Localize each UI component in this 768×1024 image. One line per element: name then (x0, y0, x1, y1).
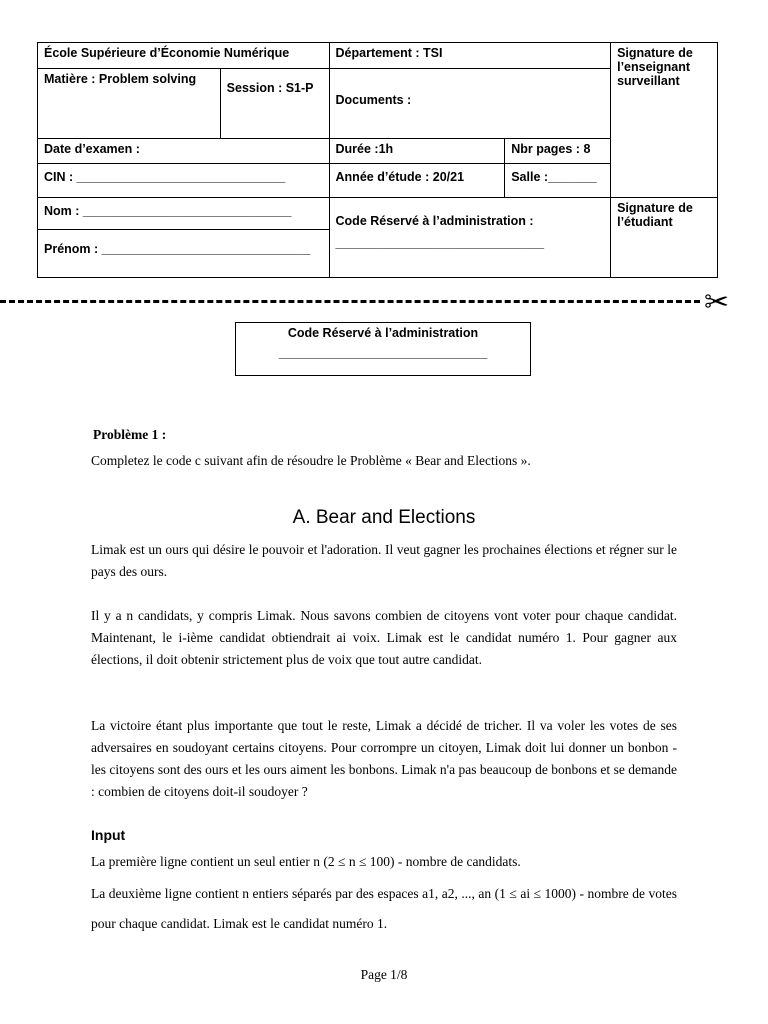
paragraph-1: Limak est un ours qui désire le pouvoir et l'adoration. Il veut gagner les prochaines élections et régner sur le pays des ours. (91, 542, 677, 579)
problem-heading: A. Bear and Elections (292, 507, 476, 528)
input-line-1: La première ligne contient un seul entier n (2 ≤ n ≤ 100) - nombre de candidats. (91, 854, 521, 869)
nom-field: Nom : ______________________________ (38, 198, 330, 230)
problem-intro: Completez le code c suivant afin de résoudre le Problème « Bear and Elections ». (91, 453, 531, 468)
admin-code-box (235, 322, 531, 376)
department: Département : TSI (329, 43, 611, 69)
page-count: Nbr pages : 8 (505, 139, 611, 164)
scissors-icon: ✂ (704, 285, 730, 320)
session: Session : S1-P (220, 69, 329, 139)
room-field: Salle :_______ (505, 164, 611, 198)
cin-field: CIN : ______________________________ (38, 164, 330, 198)
school-name: École Supérieure d’Économie Numérique (38, 43, 330, 69)
admin-code-line: ______________________________ (335, 236, 545, 250)
student-signature-label: Signature de l’étudiant (611, 198, 718, 278)
input-heading: Input (91, 827, 126, 843)
prenom-field: Prénom : ______________________________ (38, 230, 330, 278)
documents-label: Documents : (329, 69, 611, 139)
admin-code-label: Code Réservé à l’administration : (335, 214, 534, 228)
admin-box-line: ______________________________ (278, 346, 488, 360)
study-year: Année d’étude : 20/21 (329, 164, 505, 198)
exam-header-table (37, 42, 718, 278)
teacher-signature-label: Signature de l’enseignant surveillant (611, 43, 718, 198)
paragraph-2: Il y a n candidats, y compris Limak. Nous savons combien de citoyens vont voter pour chaque candidat. Maintenant, le i-ième candidat obtiendrait ai voix. Limak est le candidat numéro 1. Pour gagner aux élections, il doit obtenir strictement plus de voix que tout autre candidat. (91, 608, 677, 667)
duration: Durée :1h (329, 139, 505, 164)
admin-box-title: Code Réservé à l’administration (287, 326, 479, 340)
exam-date-label: Date d’examen : (38, 139, 330, 164)
problem-title: Problème 1 : (93, 427, 167, 442)
subject: Matière : Problem solving (38, 69, 221, 139)
page-number: Page 1/8 (360, 967, 408, 982)
input-line-2: La deuxième ligne contient n entiers séparés par des espaces a1, a2, ..., an (1 ≤ ai ≤ 1000) - nombre de votes pour chaque candidat. Limak est le candidat numéro 1. (91, 886, 677, 931)
paragraph-3: La victoire étant plus importante que tout le reste, Limak a décidé de tricher. Il va voler les votes de ses adversaires en soudoyant certains citoyens. Pour corrompre un citoyen, Limak doit lui donner un bonbon - les citoyens sont des ours et les ours aiment les bonbons. Limak n'a pas beaucoup de bonbons et se demande : combien de citoyens doit-il soudoyer ? (91, 718, 677, 799)
cut-line (0, 300, 700, 303)
admin-code-cell (329, 198, 611, 278)
